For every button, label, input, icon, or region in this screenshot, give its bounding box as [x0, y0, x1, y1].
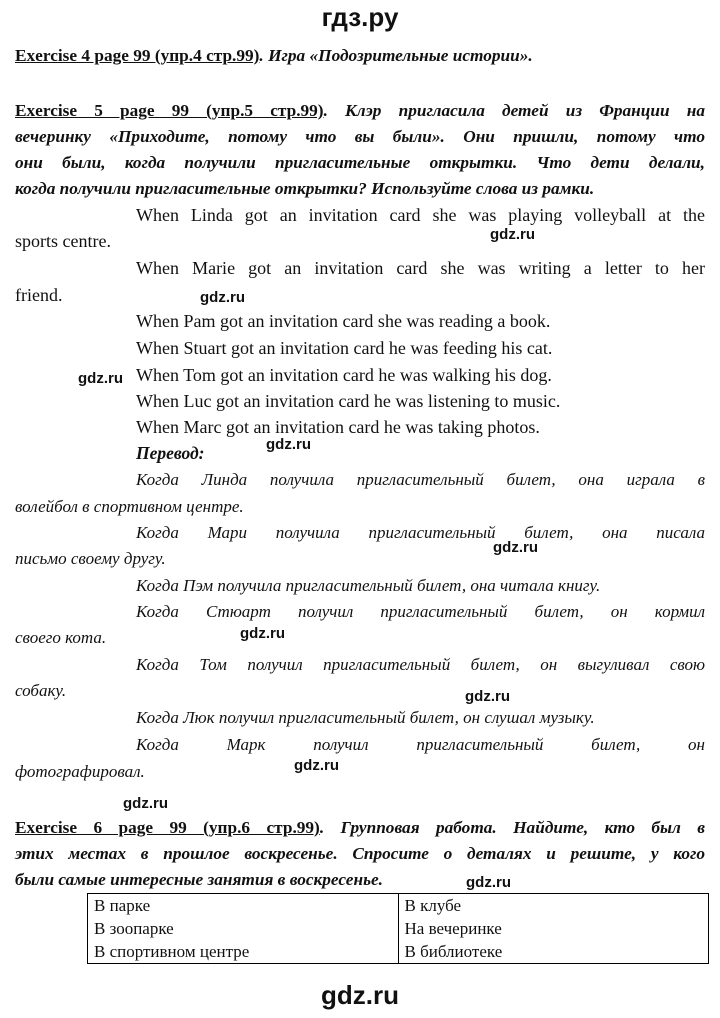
- table-cell: На вечеринке: [398, 917, 709, 940]
- watermark: gdz.ru: [493, 539, 538, 556]
- watermark: gdz.ru: [466, 874, 511, 891]
- watermark: gdz.ru: [465, 688, 510, 705]
- exercise-6-line-1: [15, 818, 705, 838]
- watermark: gdz.ru: [294, 757, 339, 774]
- english-sentence: friend.: [15, 285, 63, 305]
- table-row: [88, 917, 709, 940]
- russian-sentence: волейбол в спортивном центре.: [15, 497, 244, 516]
- english-sentence: When Tom got an invitation card he was walking his dog.: [136, 365, 552, 385]
- english-sentence: sports centre.: [15, 231, 111, 251]
- exercise-6-heading: Exercise 6 page 99 (упр.6 стр.99): [15, 818, 320, 837]
- russian-sentence: своего кота.: [15, 628, 107, 647]
- exercise-5-line-4: когда получили пригласительные открытки? Используйте слова из рамки.: [15, 179, 595, 198]
- russian-sentence: Когда Марк получил пригласительный билет, он: [136, 735, 705, 754]
- table-cell: В зоопарке: [88, 917, 399, 940]
- russian-sentence: Когда Мари получила пригласительный билет, она писала: [136, 523, 705, 542]
- russian-sentence: письмо своему другу.: [15, 549, 166, 568]
- watermark: gdz.ru: [240, 625, 285, 642]
- english-sentence: When Stuart got an invitation card he was feeding his cat.: [136, 338, 553, 358]
- table-cell: В библиотеке: [398, 940, 709, 964]
- translation-heading: Перевод:: [136, 443, 205, 463]
- exercise-6-title: . Групповая работа. Найдите, кто был в: [319, 818, 705, 837]
- exercise-4-heading: Exercise 4 page 99 (упр.4 стр.99): [15, 46, 260, 65]
- english-sentence: When Luc got an invitation card he was listening to music.: [136, 391, 561, 411]
- table-cell: В клубе: [398, 894, 709, 918]
- table-row: [88, 894, 709, 918]
- exercise-5-title: . Клэр пригласила детей из Франции на: [323, 101, 705, 120]
- russian-sentence: фотографировал.: [15, 762, 145, 781]
- watermark: gdz.ru: [123, 795, 168, 812]
- russian-sentence: собаку.: [15, 681, 67, 700]
- russian-sentence: Когда Стюарт получил пригласительный билет, он кормил: [136, 602, 705, 621]
- table-row: [88, 940, 709, 964]
- exercise-6-line-3: были самые интересные занятия в воскресенье.: [15, 870, 383, 889]
- russian-sentence: Когда Люк получил пригласительный билет, он слушал музыку.: [136, 708, 595, 727]
- english-sentence: When Marie got an invitation card she was writing a letter to her: [136, 258, 705, 278]
- exercise-6-line-2: этих местах в прошлое воскресенье. Спросите о деталях и решите, у кого: [15, 844, 705, 863]
- exercise-5-heading: Exercise 5 page 99 (упр.5 стр.99): [15, 101, 324, 120]
- watermark: gdz.ru: [200, 289, 245, 306]
- english-sentence: When Marc got an invitation card he was taking photos.: [136, 417, 540, 437]
- site-footer: gdz.ru: [321, 980, 399, 1010]
- russian-sentence: Когда Линда получила пригласительный билет, она играла в: [136, 470, 705, 489]
- site-header: гдз.ру: [321, 2, 399, 32]
- exercise-5-line-2: вечеринку «Приходите, потому что вы были». Они пришли, потому что: [15, 127, 705, 146]
- exercise-5-line-1: [15, 101, 705, 121]
- table-cell: В парке: [88, 894, 399, 918]
- watermark: gdz.ru: [266, 436, 311, 453]
- exercise-4-text: . Игра «Подозрительные истории».: [259, 46, 533, 65]
- english-sentence: When Linda got an invitation card she was playing volleyball at the: [136, 205, 705, 225]
- places-table: [87, 893, 709, 964]
- table-cell: В спортивном центре: [88, 940, 399, 964]
- exercise-4-line: [15, 46, 705, 66]
- watermark: gdz.ru: [490, 226, 535, 243]
- russian-sentence: Когда Том получил пригласительный билет, он выгуливал свою: [136, 655, 705, 674]
- english-sentence: When Pam got an invitation card she was reading a book.: [136, 311, 551, 331]
- watermark: gdz.ru: [78, 370, 123, 387]
- exercise-5-line-3: они были, когда получили пригласительные открытки. Что дети делали,: [15, 153, 705, 172]
- russian-sentence: Когда Пэм получила пригласительный билет, она читала книгу.: [136, 576, 601, 595]
